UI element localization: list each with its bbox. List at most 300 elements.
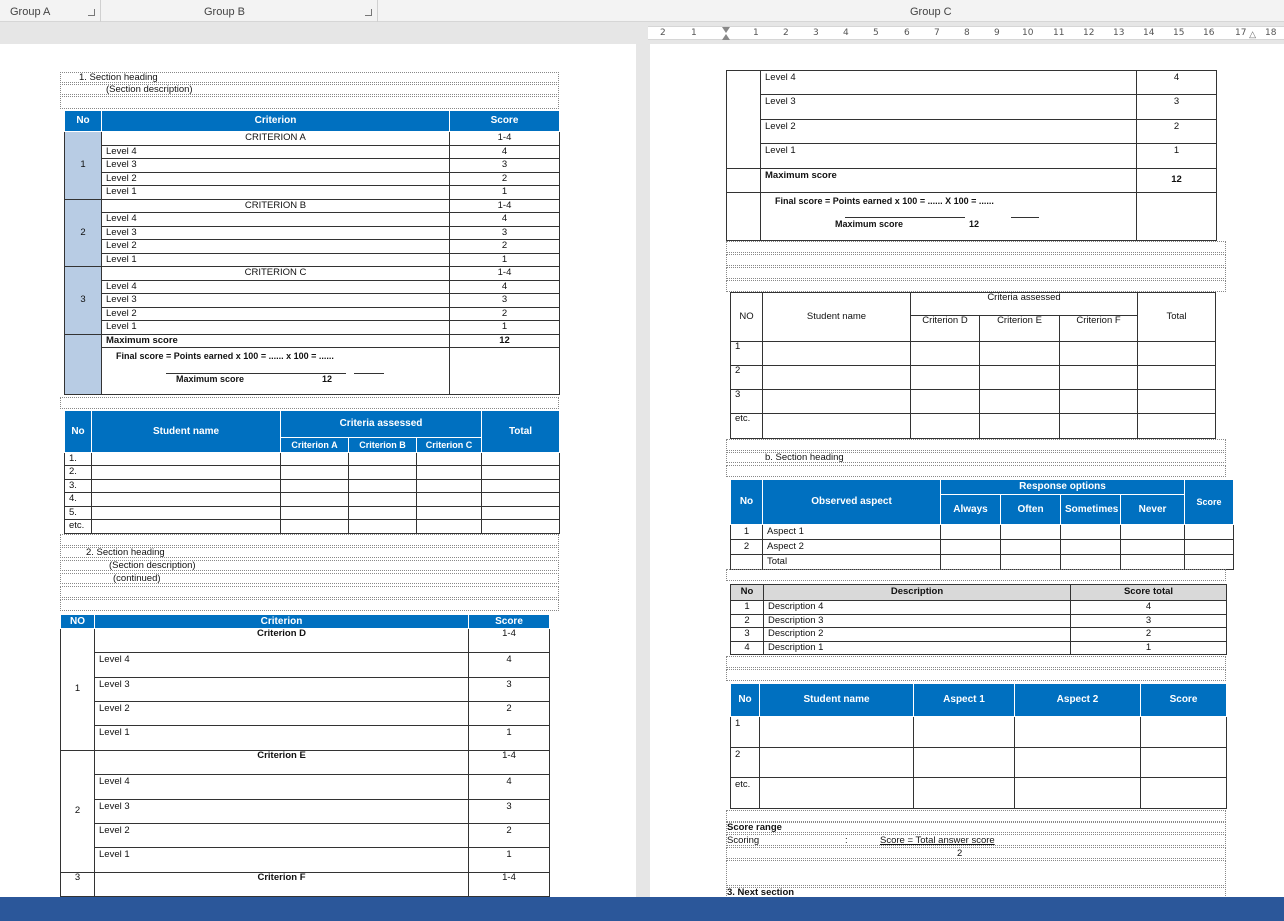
row-number: 1 (65, 132, 102, 200)
criterion-level: Level 2 (102, 173, 450, 186)
score-value: 2 (450, 173, 560, 186)
ruler-tick: 1 (753, 28, 759, 38)
option-cell[interactable] (1061, 540, 1121, 555)
empty-paragraph (726, 810, 1226, 822)
scoring-colon: : (845, 835, 848, 846)
status-bar (0, 897, 1284, 921)
score-cell[interactable] (349, 507, 417, 520)
score-description-table (730, 584, 1227, 655)
empty-paragraph (726, 267, 1226, 279)
criterion-level: Level 3 (95, 678, 469, 702)
option-cell[interactable] (1061, 525, 1121, 540)
row-number: 3. (65, 480, 92, 493)
description-cell: Description 1 (764, 642, 1071, 655)
next-section-heading: 3. Next section (726, 887, 1226, 897)
option-cell[interactable] (941, 525, 1001, 540)
row-number: 5. (65, 507, 92, 520)
total-cell[interactable] (482, 480, 560, 493)
criterion-title: CRITERION A (102, 132, 450, 146)
table-header: Observed aspect (763, 480, 941, 525)
criterion-level: Level 2 (95, 702, 469, 726)
empty-paragraph (60, 586, 559, 598)
table-subheader: Criterion E (980, 316, 1060, 342)
empty-paragraph (60, 599, 559, 611)
criterion-level: Level 2 (95, 824, 469, 848)
scoring-formula: Score = Total answer score (880, 835, 995, 846)
score-cell[interactable] (1185, 555, 1234, 570)
score-cell[interactable] (349, 453, 417, 466)
table-header: Score total (1071, 585, 1227, 601)
fraction-bar (354, 373, 384, 374)
empty-paragraph (60, 397, 559, 409)
row-number: 4 (731, 642, 764, 655)
score-cell[interactable] (911, 366, 980, 390)
criterion-level: Level 4 (102, 146, 450, 159)
row-number: 2 (731, 540, 763, 555)
ruler-tick: 5 (873, 28, 879, 38)
table-header: Criterion (102, 111, 450, 132)
section-heading-b: b. Section heading (726, 452, 1226, 463)
score-value: 2 (469, 824, 550, 848)
score-cell[interactable] (417, 507, 482, 520)
criterion-level: Level 4 (761, 71, 1137, 95)
final-score-formula (761, 193, 1137, 241)
criterion-level: Level 2 (102, 308, 450, 321)
table-header: No (731, 585, 764, 601)
student-name-cell[interactable] (92, 480, 281, 493)
score-cell[interactable] (1015, 717, 1141, 748)
score-range: 1-4 (469, 751, 550, 775)
criterion-level: Level 1 (102, 186, 450, 200)
student-score-table-2 (730, 292, 1216, 439)
table-header: Criterion (95, 615, 469, 629)
score-value: 3 (1137, 95, 1217, 120)
option-cell[interactable] (1001, 525, 1061, 540)
option-cell[interactable] (1121, 525, 1185, 540)
row-number: 3 (731, 628, 764, 642)
table-header: Aspect 2 (1015, 684, 1141, 717)
ruler-tick: 15 (1173, 28, 1185, 38)
empty-paragraph (726, 465, 1226, 477)
total-cell[interactable] (482, 453, 560, 466)
empty-paragraph (726, 569, 1226, 581)
table-header: Total (1138, 293, 1216, 342)
score-cell[interactable] (417, 466, 482, 480)
row-number: 3 (65, 267, 102, 335)
table-header: Student name (92, 411, 281, 453)
section-heading-1: 1. Section heading (60, 72, 559, 83)
student-name-cell[interactable] (760, 778, 914, 809)
paragraph-launcher-icon[interactable] (365, 9, 372, 16)
score-cell[interactable] (281, 480, 349, 493)
option-cell[interactable] (1061, 555, 1121, 570)
student-score-table-1 (64, 410, 560, 534)
student-name-cell[interactable] (92, 466, 281, 480)
formula-denominator: Maximum score (176, 374, 245, 384)
score-cell[interactable] (1185, 540, 1234, 555)
total-cell[interactable] (482, 493, 560, 507)
right-indent-marker-icon[interactable]: △ (1249, 29, 1256, 39)
empty-cell (450, 348, 560, 395)
score-value: 4 (450, 213, 560, 227)
row-number-empty (65, 335, 102, 395)
score-cell[interactable] (914, 717, 1015, 748)
option-header: Often (1001, 495, 1061, 525)
criterion-level: Level 1 (102, 254, 450, 267)
score-cell[interactable] (281, 466, 349, 480)
score-cell[interactable] (980, 342, 1060, 366)
aspect-label: Aspect 1 (763, 525, 941, 540)
criterion-level: Level 2 (102, 240, 450, 254)
section-subheading-2: (Section description) (60, 560, 559, 571)
score-value: 1 (450, 186, 560, 200)
score-range: 1-4 (469, 873, 550, 897)
score-value: 4 (469, 653, 550, 678)
row-number: 2 (731, 748, 760, 778)
ribbon-group-paragraph: Group B (204, 6, 245, 18)
table-header: Score (450, 111, 560, 132)
table-subheader: Criterion D (911, 316, 980, 342)
score-range: 1-4 (450, 267, 560, 281)
empty-paragraph (726, 254, 1226, 266)
formula-denominator-value: 12 (322, 374, 333, 384)
ruler-tick: 13 (1113, 28, 1125, 38)
student-name-cell[interactable] (760, 748, 914, 778)
formula-denominator-value: 12 (969, 219, 980, 229)
empty-paragraph (726, 241, 1226, 253)
option-cell[interactable] (1121, 540, 1185, 555)
score-cell[interactable] (980, 414, 1060, 439)
score-value: 1 (469, 848, 550, 873)
student-name-cell[interactable] (763, 366, 911, 390)
score-value: 1 (1071, 642, 1227, 655)
score-value: 2 (1071, 628, 1227, 642)
row-number: 3 (731, 390, 763, 414)
score-value: 2 (1137, 120, 1217, 144)
option-cell[interactable] (941, 540, 1001, 555)
score-cell[interactable] (349, 480, 417, 493)
assessment-table-1 (64, 110, 560, 395)
row-number: 2 (61, 751, 95, 873)
score-cell[interactable] (980, 366, 1060, 390)
section-heading-2: 2. Section heading (60, 547, 559, 558)
criterion-level: Level 2 (761, 120, 1137, 144)
criterion-title: Criterion D (95, 629, 469, 653)
empty-paragraph (726, 439, 1226, 451)
score-cell[interactable] (1060, 390, 1138, 414)
total-cell[interactable] (482, 466, 560, 480)
fraction-bar (1011, 217, 1039, 218)
row-number-empty (727, 169, 761, 193)
row-number: 2 (65, 200, 102, 267)
ruler-tick: 7 (934, 28, 940, 38)
total-cell[interactable] (1138, 366, 1216, 390)
horizontal-ruler[interactable] (648, 26, 1284, 40)
row-number-empty (727, 71, 761, 169)
scoring-label: Scoring (727, 835, 760, 846)
option-header: Never (1121, 495, 1185, 525)
score-value: 3 (469, 800, 550, 824)
total-cell[interactable] (482, 520, 560, 534)
row-number: 2. (65, 466, 92, 480)
ruler-tick: 14 (1143, 28, 1155, 38)
ruler-tick: 11 (1053, 28, 1065, 38)
score-cell[interactable] (349, 493, 417, 507)
row-number: etc. (731, 778, 760, 809)
table-header: Student name (763, 293, 911, 342)
criterion-title: CRITERION C (102, 267, 450, 281)
score-cell[interactable] (911, 390, 980, 414)
student-name-cell[interactable] (92, 453, 281, 466)
row-number: 1 (731, 601, 764, 615)
empty-paragraph (726, 280, 1226, 292)
row-number: 3 (61, 873, 95, 897)
score-value: 4 (450, 281, 560, 294)
score-value: 3 (469, 678, 550, 702)
table-header: Score (469, 615, 550, 629)
row-number: 1 (731, 525, 763, 540)
criterion-title: Criterion E (95, 751, 469, 775)
criterion-title: Criterion F (95, 873, 469, 897)
table-header: Score (1185, 480, 1234, 525)
empty-paragraph (726, 656, 1226, 668)
ruler-tick: 2 (783, 28, 789, 38)
document-page-left[interactable] (0, 44, 636, 897)
criterion-level: Level 3 (102, 227, 450, 240)
section-subheading-1: (Section description) (60, 84, 559, 95)
table-header: No (731, 684, 760, 717)
criterion-level: Level 1 (95, 726, 469, 751)
table-subheader: Criterion B (349, 438, 417, 453)
score-cell[interactable] (417, 453, 482, 466)
aspect-label: Total (763, 555, 941, 570)
criterion-level: Level 4 (102, 213, 450, 227)
ribbon (0, 0, 1284, 22)
table-subheader: Criterion A (281, 438, 349, 453)
score-cell[interactable] (349, 520, 417, 534)
criterion-level: Level 3 (102, 159, 450, 173)
option-header: Sometimes (1061, 495, 1121, 525)
score-value: 3 (450, 159, 560, 173)
score-cell[interactable] (980, 390, 1060, 414)
ruler-tick: 2 (660, 28, 666, 38)
score-cell[interactable] (1185, 525, 1234, 540)
formula-numerator: Final score = Points earned x 100 = ...... x 100 = ...... (116, 351, 334, 361)
score-cell[interactable] (1060, 366, 1138, 390)
empty-paragraph (726, 669, 1226, 681)
table-header: Criteria assessed (911, 293, 1138, 316)
table-header: No (65, 111, 102, 132)
total-cell[interactable] (482, 507, 560, 520)
description-cell: Description 3 (764, 615, 1071, 628)
option-cell[interactable] (1121, 555, 1185, 570)
ruler-tick: 9 (994, 28, 1000, 38)
score-value: 1 (450, 321, 560, 335)
score-value: 2 (469, 702, 550, 726)
student-name-cell[interactable] (763, 414, 911, 439)
row-number: 2 (731, 615, 764, 628)
first-line-indent-marker-icon[interactable] (722, 27, 730, 33)
table-header: No (731, 480, 763, 525)
row-number: 2 (731, 366, 763, 390)
score-cell[interactable] (1141, 778, 1227, 809)
formula-denominator: Maximum score (835, 219, 904, 229)
student-name-cell[interactable] (92, 493, 281, 507)
score-cell[interactable] (281, 453, 349, 466)
student-name-cell[interactable] (760, 717, 914, 748)
table-header: Description (764, 585, 1071, 601)
row-number: 1 (731, 717, 760, 748)
score-cell[interactable] (1015, 748, 1141, 778)
student-name-cell[interactable] (763, 390, 911, 414)
total-cell[interactable] (1138, 414, 1216, 439)
attitude-observation-table (730, 479, 1234, 570)
criterion-level: Level 1 (761, 144, 1137, 169)
scoring-line (726, 834, 1226, 846)
score-cell[interactable] (281, 520, 349, 534)
criterion-level: Level 3 (761, 95, 1137, 120)
score-value: 4 (450, 146, 560, 159)
student-name-cell[interactable] (92, 507, 281, 520)
table-header: No (65, 411, 92, 453)
total-cell[interactable] (1138, 342, 1216, 366)
ruler-tick: 16 (1203, 28, 1215, 38)
description-cell: Description 4 (764, 601, 1071, 615)
total-cell[interactable] (1138, 390, 1216, 414)
criterion-level: Level 3 (102, 294, 450, 308)
assessment-table-2-continued (726, 70, 1217, 241)
score-value: 1 (469, 726, 550, 751)
score-cell[interactable] (281, 493, 349, 507)
score-value: 3 (450, 294, 560, 308)
max-score-value: 12 (1137, 169, 1217, 193)
score-cell[interactable] (911, 414, 980, 439)
final-score-formula (102, 348, 450, 395)
ruler-tick: 6 (904, 28, 910, 38)
score-cell[interactable] (417, 493, 482, 507)
table-header: Aspect 1 (914, 684, 1015, 717)
ruler-tick: 8 (964, 28, 970, 38)
section-subheading-2b: (continued) (60, 573, 559, 584)
ruler-tick: 4 (843, 28, 849, 38)
score-value: 1 (1137, 144, 1217, 169)
clipboard-launcher-icon[interactable] (88, 9, 95, 16)
ruler-tick: 12 (1083, 28, 1095, 38)
scoring-divisor: 2 (957, 848, 963, 859)
table-header: Score (1141, 684, 1227, 717)
criterion-level: Level 4 (95, 653, 469, 678)
score-cell[interactable] (417, 480, 482, 493)
row-number (731, 555, 763, 570)
score-value: 2 (450, 308, 560, 321)
score-cell[interactable] (417, 520, 482, 534)
row-number: etc. (731, 414, 763, 439)
score-cell[interactable] (281, 507, 349, 520)
table-subheader: Criterion C (417, 438, 482, 453)
score-cell[interactable] (911, 342, 980, 366)
max-score-label: Maximum score (102, 335, 450, 348)
score-value: 4 (469, 775, 550, 800)
table-header: Student name (760, 684, 914, 717)
option-cell[interactable] (1001, 555, 1061, 570)
max-score-value: 12 (450, 335, 560, 348)
ruler-tick: 1 (691, 28, 697, 38)
table-header: NO (731, 293, 763, 342)
table-header: Response options (941, 480, 1185, 495)
criterion-title: CRITERION B (102, 200, 450, 213)
score-value: 1 (450, 254, 560, 267)
score-cell[interactable] (1060, 414, 1138, 439)
ruler-tick: 3 (813, 28, 819, 38)
score-cell[interactable] (914, 748, 1015, 778)
score-value: 4 (1071, 601, 1227, 615)
score-cell[interactable] (1015, 778, 1141, 809)
aspect-label: Aspect 2 (763, 540, 941, 555)
criterion-level: Level 4 (95, 775, 469, 800)
empty-cell (1137, 193, 1217, 241)
option-cell[interactable] (941, 555, 1001, 570)
ruler-tick: 17 (1235, 28, 1247, 38)
assessment-table-2 (60, 614, 550, 897)
ruler-tick: 18 (1265, 28, 1277, 38)
table-header: NO (61, 615, 95, 629)
description-cell: Description 2 (764, 628, 1071, 642)
row-number-empty (727, 193, 761, 241)
table-header: Total (482, 411, 560, 453)
row-number: etc. (65, 520, 92, 534)
score-cell[interactable] (349, 466, 417, 480)
score-cell[interactable] (914, 778, 1015, 809)
document-page-right[interactable] (650, 44, 1284, 897)
student-attitude-table (730, 683, 1227, 809)
fraction-bar (845, 217, 965, 218)
formula-numerator: Final score = Points earned x 100 = ...... X 100 = ...... (775, 196, 994, 206)
score-range: 1-4 (450, 132, 560, 146)
ribbon-separator (377, 0, 378, 22)
max-score-label: Maximum score (761, 169, 1137, 193)
score-cell[interactable] (1060, 342, 1138, 366)
empty-paragraph (726, 860, 1226, 886)
student-name-cell[interactable] (92, 520, 281, 534)
table-header: Criteria assessed (281, 411, 482, 438)
ribbon-separator (100, 0, 101, 22)
empty-paragraph (60, 96, 559, 109)
score-value: 3 (450, 227, 560, 240)
option-cell[interactable] (1001, 540, 1061, 555)
row-number: 4. (65, 493, 92, 507)
score-value: 3 (1071, 615, 1227, 628)
criterion-level: Level 4 (102, 281, 450, 294)
scoring-divisor-line (726, 847, 1226, 859)
ruler-tick: 10 (1022, 28, 1034, 38)
criterion-level: Level 1 (102, 321, 450, 335)
score-cell[interactable] (1141, 748, 1227, 778)
score-range-heading: Score range (726, 822, 1226, 833)
hanging-indent-marker-icon[interactable] (722, 34, 730, 40)
empty-paragraph (60, 534, 559, 546)
ribbon-group-left: Group A (10, 6, 51, 18)
score-range: 1-4 (450, 200, 560, 213)
criterion-level: Level 3 (95, 800, 469, 824)
score-cell[interactable] (1141, 717, 1227, 748)
student-name-cell[interactable] (763, 342, 911, 366)
score-value: 2 (450, 240, 560, 254)
row-number: 1 (731, 342, 763, 366)
row-number: 1. (65, 453, 92, 466)
option-header: Always (941, 495, 1001, 525)
row-number: 1 (61, 629, 95, 751)
table-subheader: Criterion F (1060, 316, 1138, 342)
